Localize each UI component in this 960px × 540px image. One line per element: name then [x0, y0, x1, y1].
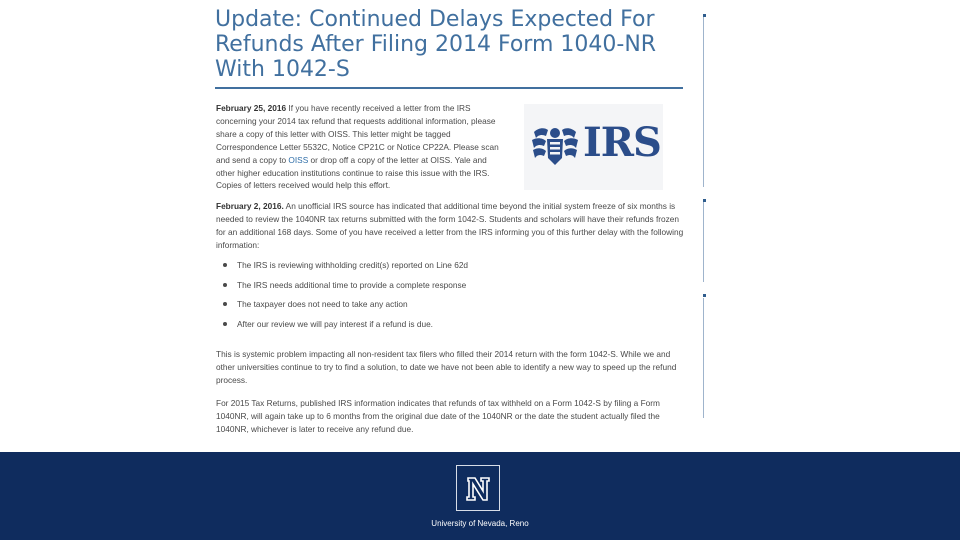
sidebar-marker — [703, 199, 706, 202]
list-item-text: The IRS is reviewing withholding credit(s) reported on Line 62d — [237, 260, 469, 270]
footer — [0, 452, 960, 540]
title-divider — [215, 87, 683, 89]
nevada-n-icon — [464, 475, 492, 503]
sidebar-marker — [703, 294, 706, 297]
paragraph-2015-returns: For 2015 Tax Returns, published IRS information indicates that refunds of tax withheld on a Form 1042-S by filing a Form 1040NR, will again take up to 6 months from the original due date of the 1040NR or the date the student actually filed the 1040NR, whichever is later to receive any refund due. — [216, 398, 660, 434]
bullet-icon — [223, 302, 227, 306]
paragraph-feb-25 — [216, 102, 506, 192]
paragraph-date: February 2, 2016. — [216, 201, 284, 211]
irs-logo-text: IRS — [583, 119, 661, 166]
university-logo — [456, 465, 500, 511]
bullet-icon — [223, 283, 227, 287]
page-title: Update: Continued Delays Expected For Refunds After Filing 2014 Form 1040-NR With 1042-S — [215, 7, 657, 82]
irs-notice-list — [222, 259, 468, 337]
university-name: University of Nevada, Reno — [431, 519, 529, 528]
irs-logo — [524, 104, 663, 190]
paragraph-text: If you have recently received a letter from the IRS concerning your 2014 tax refund that requests additional information, please share a copy of this letter with OISS. This letter might be tagged Correspondence Letter 5532C, Notice CP21C or Notice CP22A. Please scan and send a copy to — [216, 103, 499, 165]
paragraph-systemic-problem: This is systemic problem impacting all non-resident tax filers who filled their 2014 return with the form 1042-S. While we and other universities continue to try to find a solution, to date we have not been able to identify a new way to speed up the refund process. — [216, 349, 677, 385]
oiss-link[interactable]: OISS — [288, 154, 309, 165]
list-item — [222, 259, 468, 279]
sidebar-marker — [703, 14, 706, 17]
sidebar-divider — [703, 202, 704, 282]
list-item — [222, 318, 468, 338]
sidebar-divider — [703, 17, 704, 187]
bullet-icon — [223, 322, 227, 326]
irs-eagle-icon — [530, 124, 580, 168]
list-item — [222, 279, 468, 299]
list-item-text: After our review we will pay interest if a refund is due. — [237, 318, 433, 329]
paragraph-text: or drop off a copy of the letter at OISS. Yale and other higher education institutions continue to raise this issue with the IRS. Copies of letters received would help this effort. — [216, 154, 490, 191]
paragraph-date: February 25, 2016 — [216, 103, 287, 113]
list-item — [222, 298, 468, 318]
list-item-text: The IRS needs additional time to provide a complete response — [237, 279, 467, 290]
paragraph-feb-2 — [216, 200, 686, 252]
list-item-text: The taxpayer does not need to take any action — [237, 299, 408, 309]
bullet-icon — [223, 263, 227, 267]
paragraph-text: An unofficial IRS source has indicated that additional time beyond the initial system freeze of six months is needed to review the 1040NR tax returns submitted with the form 1042-S. Students and scholars will have their refunds frozen for an additional 168 days. Some of you have received a letter from the IRS informing you of this further delay with the following information: — [216, 201, 684, 250]
sidebar-divider — [703, 298, 704, 418]
